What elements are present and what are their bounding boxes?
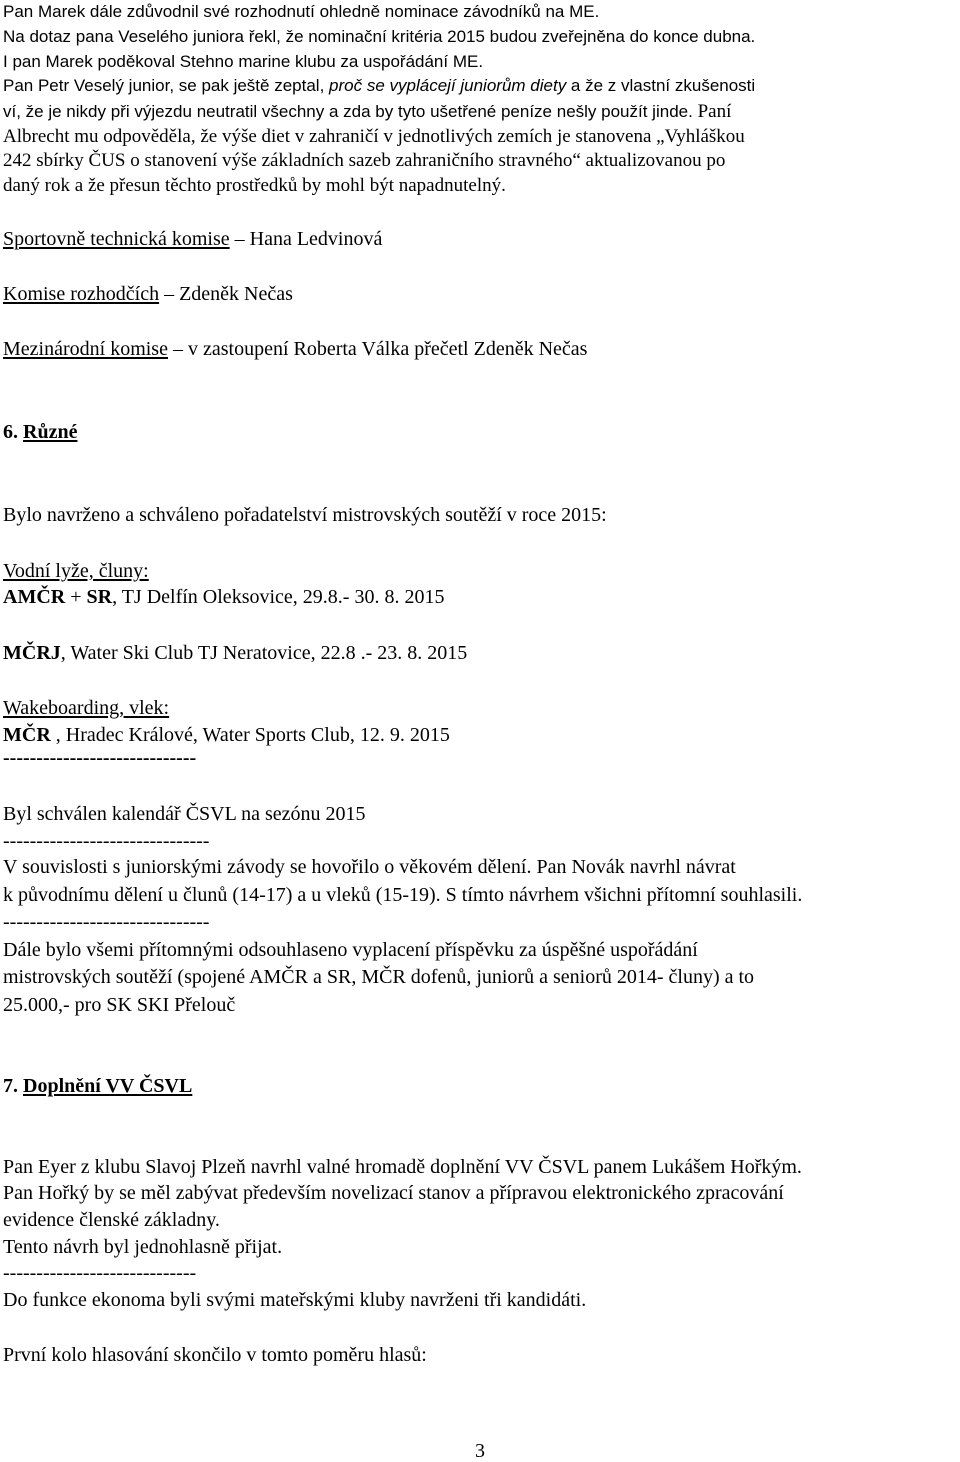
intro-line-4-tail: a že z vlastní zkušenosti (566, 76, 756, 95)
separator-2: ------------------------------- (3, 911, 210, 933)
intro-line-7: 242 sbírky ČUS o stanovení výše základních sazeb zahraničního stravného“ aktualizovanou po (3, 150, 726, 171)
separator-text: ----------------------------- (3, 747, 197, 769)
event-details: , Hradec Králové, Water Sports Club, 12. 9. 2015 (50, 724, 450, 746)
commission-person: – Zdeněk Nečas (159, 283, 293, 305)
payment-line-1: Dále bylo všemi přítomnými odsouhlaseno vyplacení příspěvku za úspěšné uspořádání (3, 939, 698, 961)
event-code: MČR (3, 724, 51, 746)
wake-heading: Wakeboarding, vlek: (3, 697, 170, 719)
water-ski-heading: Vodní lyže, čluny: (3, 560, 149, 582)
intro-line-5 (3, 102, 731, 121)
commission-name: Komise rozhodčích (3, 283, 160, 305)
separator-1: ------------------------------- (3, 830, 210, 852)
intro-line-8: daný rok a že přesun těchto prostředků by mohl být napadnutelný. (3, 175, 506, 196)
section-7-heading (3, 1076, 192, 1096)
commission-person: – Hana Ledvinová (229, 228, 383, 250)
section-6-heading (3, 422, 77, 442)
intro-line-2: Na dotaz pana Veselého juniora řekl, že nominační kritéria 2015 budou zveřejněna do konce dubna. (3, 27, 756, 46)
event-amcr-sr (3, 587, 444, 607)
section-7-line-6: První kolo hlasování skončilo v tomto poměru hlasů: (3, 1344, 427, 1366)
intro-line-4-italic: proč se vyplácejí juniorům diety (329, 76, 567, 95)
event-mcr (3, 725, 450, 745)
calendar-text: Byl schválen kalendář ČSVL na sezónu 2015 (3, 803, 366, 825)
commission-person: – v zastoupení Roberta Válka přečetl Zdeněk Nečas (167, 338, 588, 360)
payment-line-2: mistrovských soutěží (spojené AMČR a SR, MČR dofenů, juniorů a seniorů 2014- čluny) a to (3, 966, 755, 988)
commission-referees (3, 284, 293, 304)
event-code: SR (86, 586, 113, 608)
intro-line-3: I pan Marek poděkoval Stehno marine klubu za uspořádání ME. (3, 52, 484, 71)
intro-line-1: Pan Marek dále zdůvodnil své rozhodnutí ohledně nominace závodníků na ME. (3, 2, 600, 21)
event-details: , TJ Delfín Oleksovice, 29.8.- 30. 8. 2015 (112, 586, 445, 608)
event-details: , Water Ski Club TJ Neratovice, 22.8 .- 23. 8. 2015 (60, 642, 468, 664)
payment-line-3: 25.000,- pro SK SKI Přelouč (3, 994, 236, 1016)
event-code: MČRJ (3, 642, 61, 664)
section-7-line-3: evidence členské základny. (3, 1209, 220, 1231)
section-7-line-5: Do funkce ekonoma byli svými mateřskými kluby navrženi tři kandidáti. (3, 1289, 587, 1311)
event-plus: + (65, 586, 87, 608)
commission-sports-technical (3, 229, 382, 249)
intro-line-4 (3, 77, 755, 94)
section-title: Doplnění VV ČSVL (23, 1075, 193, 1097)
section-number: 6. (3, 421, 23, 443)
intro-line-5-text: ví, že je nikdy při výjezdu neutratil všechny a zda by tyto ušetřené peníze nešly použít jinde. (3, 102, 693, 121)
juniors-line-2: k původnímu dělení u člunů (14-17) a u vleků (15-19). S tímto návrhem všichni přítomní souhlasili. (3, 884, 803, 906)
intro-line-6: Albrecht mu odpověděla, že výše diet v zahraničí v jednotlivých zemích je stanovena „Vyhláškou (3, 126, 745, 147)
page-number: 3 (475, 1440, 485, 1462)
intro-line-5-tail: Paní (692, 101, 732, 122)
separator-bold (3, 748, 196, 768)
juniors-line-1: V souvislosti s juniorskými závody se hovořilo o věkovém dělení. Pan Novák navrhl návrat (3, 856, 736, 878)
approved-text: Bylo navrženo a schváleno pořadatelství mistrovských soutěží v roce 2015: (3, 504, 607, 526)
event-code: AMČR (3, 586, 66, 608)
intro-line-4-text: Pan Petr Veselý junior, se pak ještě zeptal, (3, 76, 330, 95)
event-mcrj (3, 643, 467, 663)
section-number: 7. (3, 1075, 23, 1097)
section-7-line-4: Tento návrh byl jednohlasně přijat. (3, 1236, 283, 1258)
section-title: Různé (23, 421, 78, 443)
separator-3: ----------------------------- (3, 1262, 197, 1284)
commission-name: Mezinárodní komise (3, 338, 168, 360)
commission-name: Sportovně technická komise (3, 228, 230, 250)
commission-international (3, 339, 587, 359)
section-7-line-2: Pan Hořký by se měl zabývat především novelizací stanov a přípravou elektronického zpracování (3, 1182, 784, 1204)
section-7-line-1: Pan Eyer z klubu Slavoj Plzeň navrhl valné hromadě doplnění VV ČSVL panem Lukášem Hořkým. (3, 1156, 802, 1178)
